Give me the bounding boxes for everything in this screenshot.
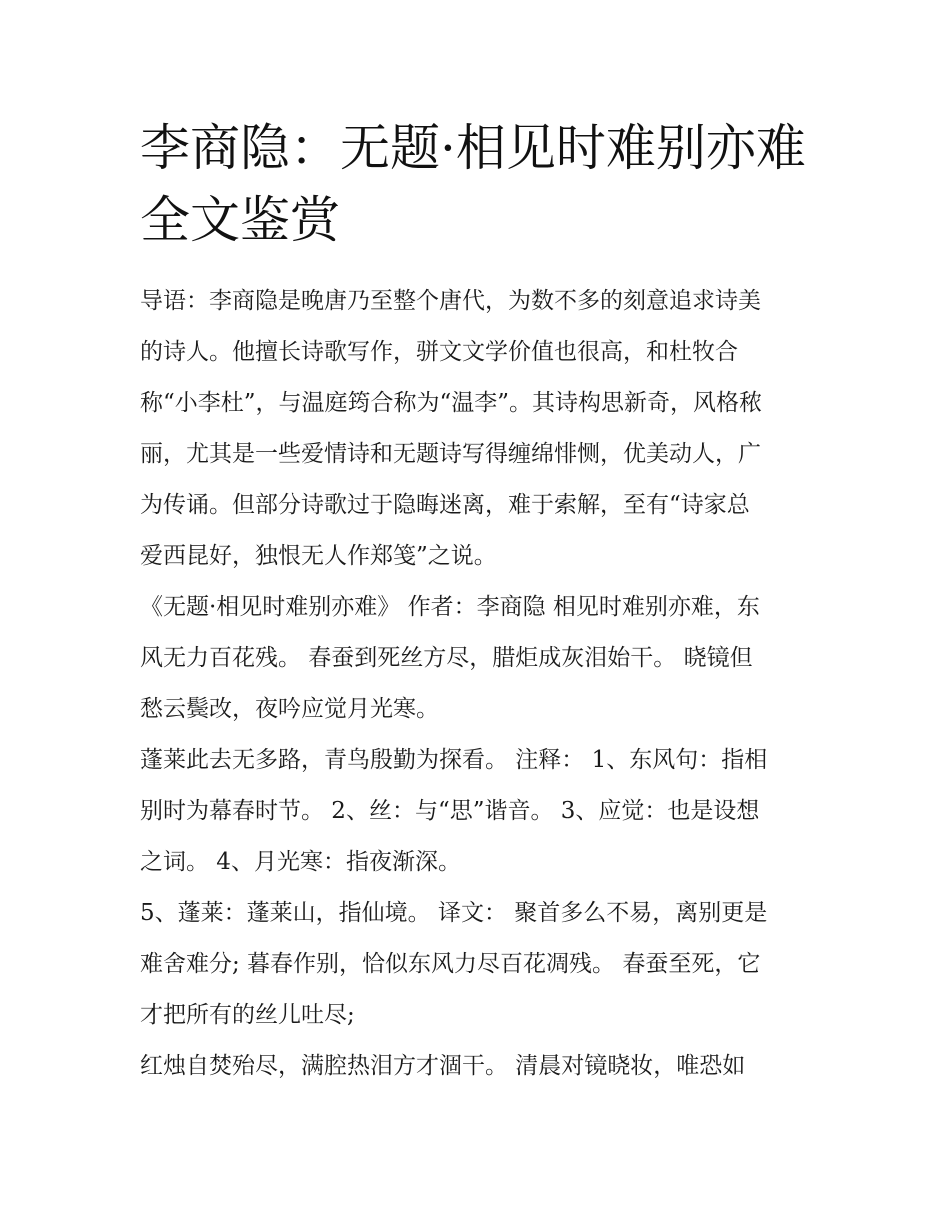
text-line: 爱西昆好，独恨无人作郑笺”之说。 [140,543,497,569]
text-line: 称“小李杜”，与温庭筠合称为“温李”。其诗构思新奇，风格秾 [140,390,763,416]
text-line: 愁云鬓改，夜吟应觉月光寒。 [140,696,439,722]
text-line: 丽，尤其是一些爱情诗和无题诗写得缠绵悱恻，优美动人，广 [140,441,761,467]
text-line: 《无题·相见时难别亦难》 作者：李商隐 相见时难别亦难，东 [140,594,760,620]
paragraph-notes [140,735,820,888]
text-line: 别时为幕春时节。 2、丝：与“思”谐音。 3、应觉：也是设想 [140,798,760,824]
paragraph-poem [140,582,820,735]
text-line: 才把所有的丝儿吐尽; [140,1002,355,1028]
paragraph-translation-cont [140,1041,820,1092]
text-line: 为传诵。但部分诗歌过于隐晦迷离，难于索解，至有“诗家总 [140,492,750,518]
text-line: 难舍难分; 暮春作别，恰似东风力尽百花凋残。 春蚕至死，它 [140,951,761,977]
text-line: 之词。 4、月光寒：指夜渐深。 [140,849,461,875]
title-line-2: 全文鉴赏 [140,191,340,249]
text-line: 导语：李商隐是晚唐乃至整个唐代，为数不多的刻意追求诗美 [140,288,761,314]
text-line: 蓬莱此去无多路，青鸟殷勤为探看。 注释： 1、东风句：指相 [140,747,768,773]
text-line: 红烛自焚殆尽，满腔热泪方才涸干。 清晨对镜晓妆，唯恐如 [140,1053,746,1079]
title-line-1: 李商隐：无题·相见时难别亦难 [140,119,806,177]
text-line: 5、蓬莱：蓬莱山，指仙境。 译文： 聚首多么不易，离别更是 [140,900,768,926]
paragraph-translation [140,888,820,1041]
paragraph-intro [140,276,820,582]
text-line: 风无力百花残。 春蚕到死丝方尽，腊炬成灰泪始干。 晓镜但 [140,645,753,671]
text-line: 的诗人。他擅长诗歌写作，骈文文学价值也很高，和杜牧合 [140,339,738,365]
document-title [140,112,820,256]
document-body [140,276,820,1092]
